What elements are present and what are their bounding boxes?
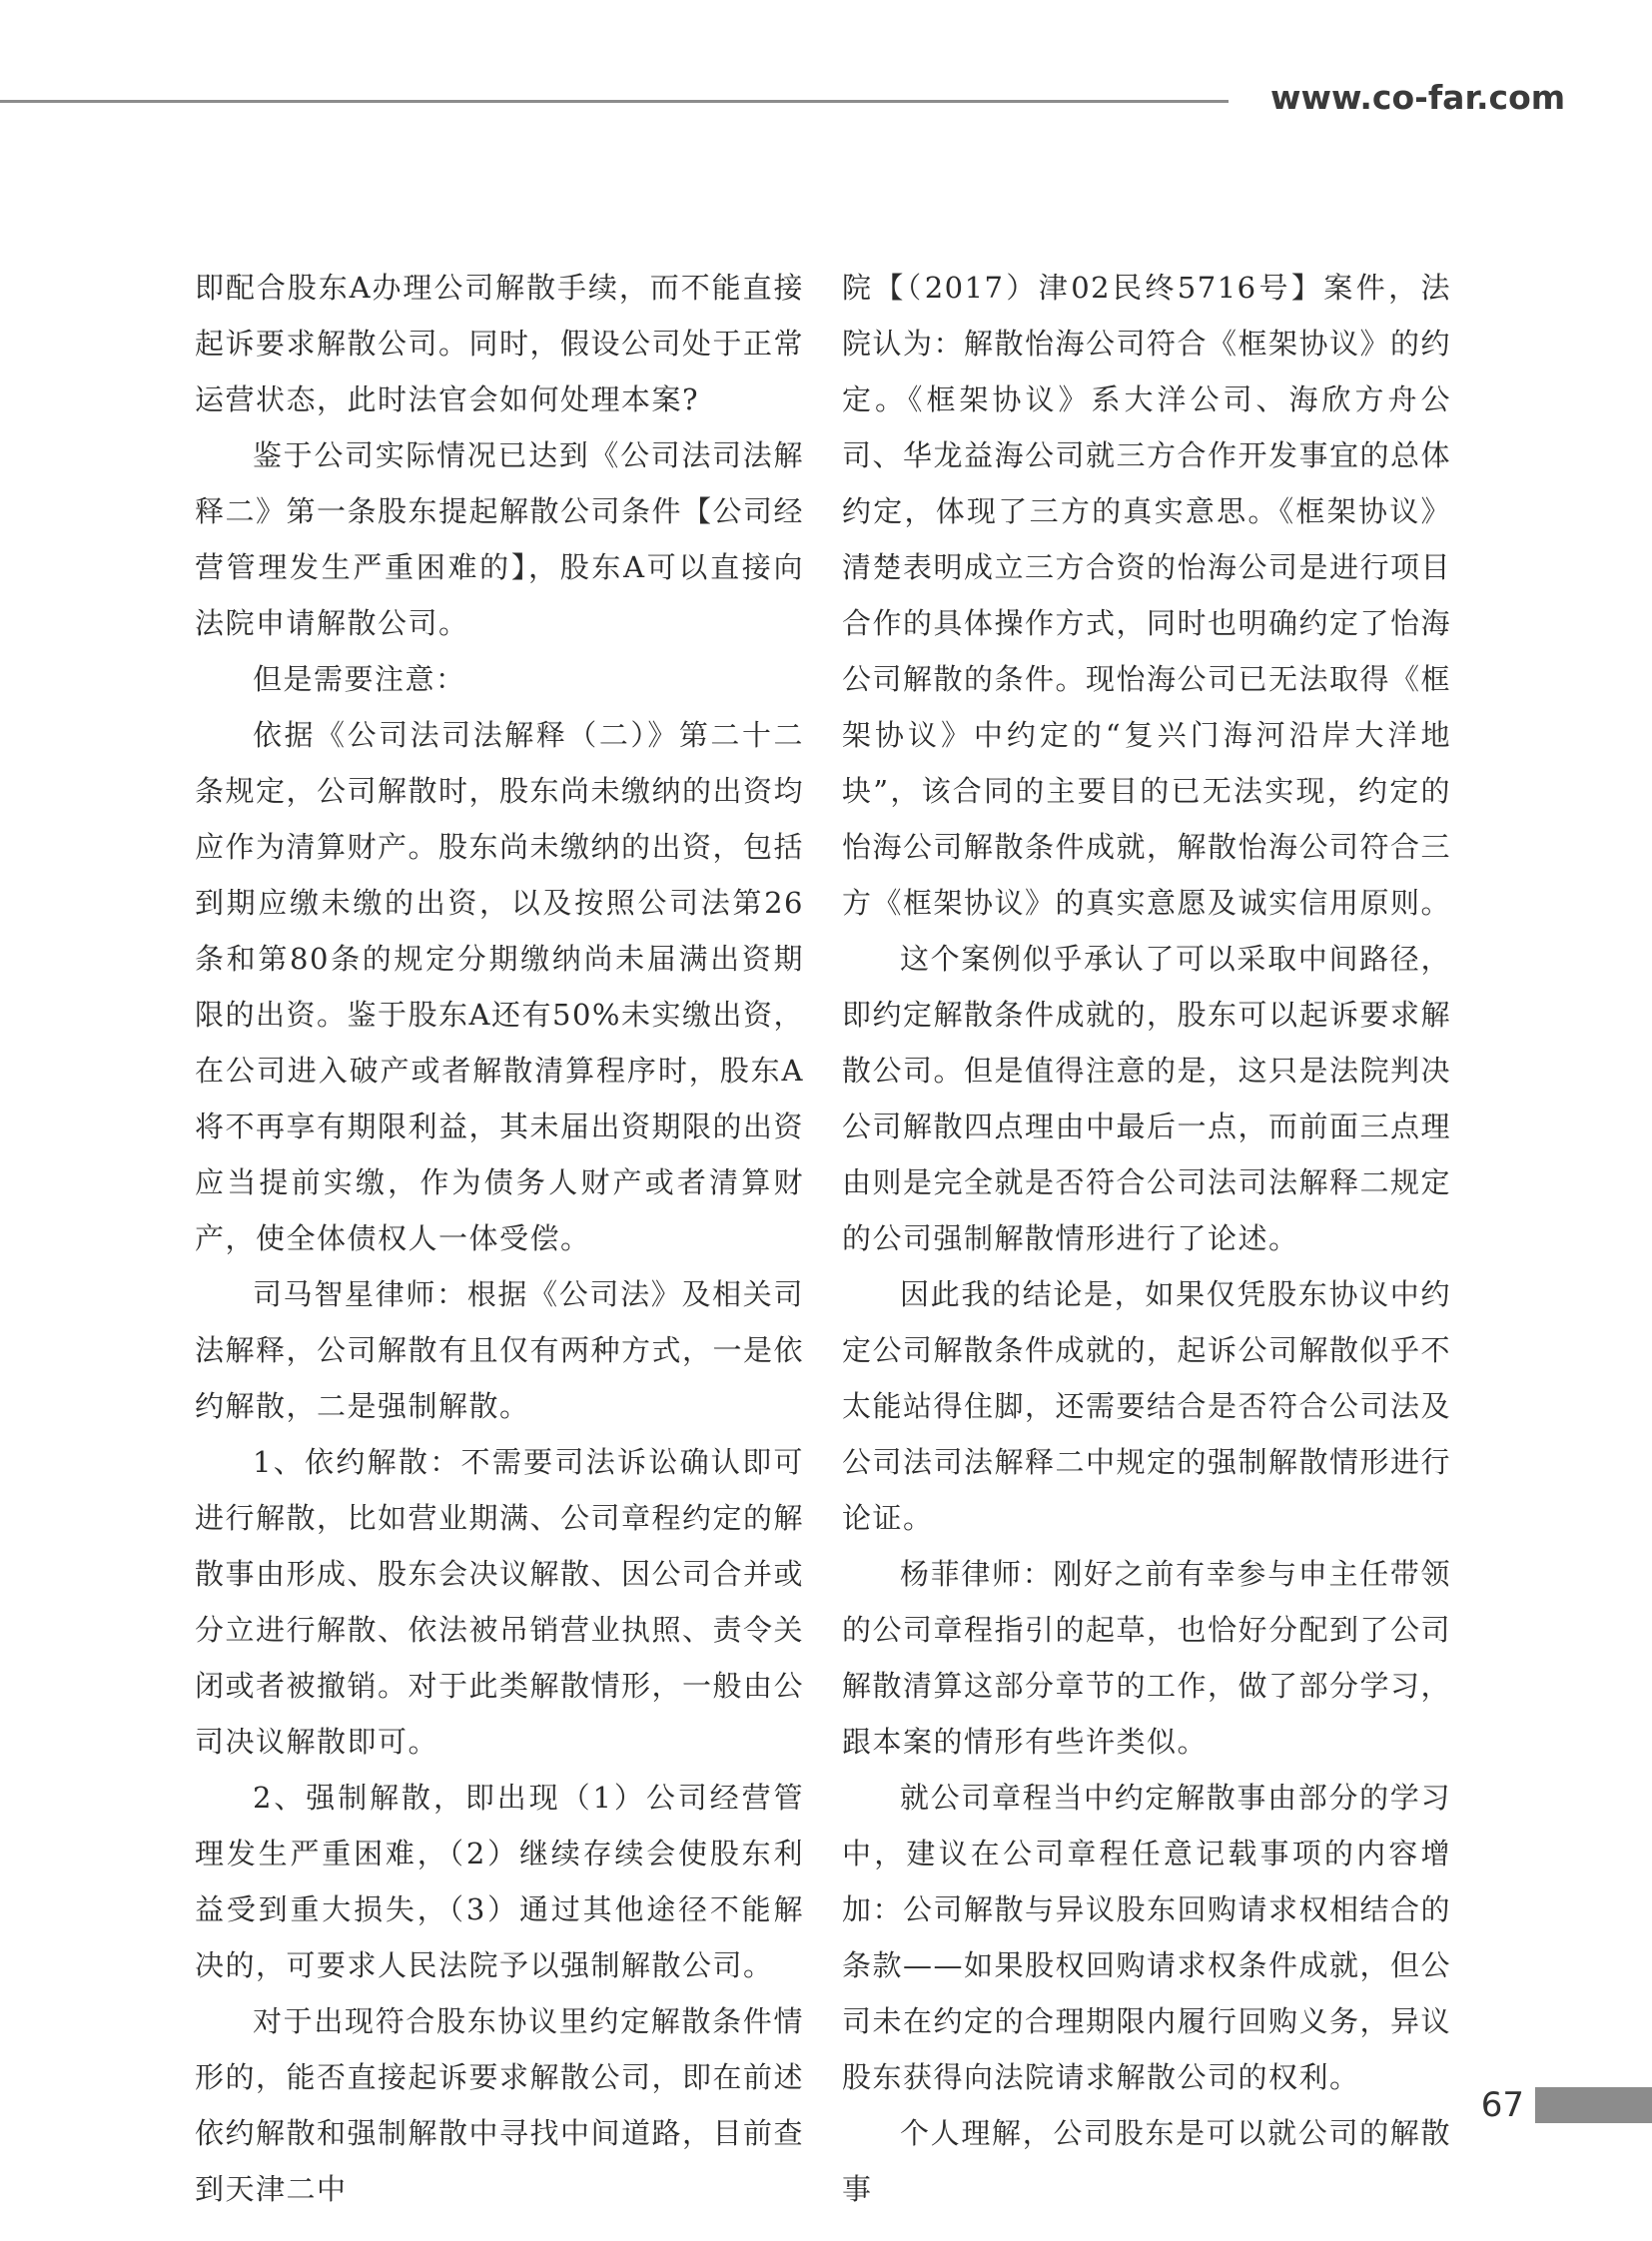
paragraph: 院【（2017）津02民终5716号】案件，法院认为：解散怡海公司符合《框架协议》的约定。《框架协议》系大洋公司、海欣方舟公司、华龙益海公司就三方合作开发事宜的总体约定，体现了三方的真实意思。《框架协议》清楚表明成立三方合资的怡海公司是进行项目合作的具体操作方式，同时也明确约定了怡海公司解散的条件。现怡海公司已无法取得《框架协议》中约定的“复兴门海河沿岸大洋地块”，该合同的主要目的已无法实现，约定的怡海公司解散条件成就，解散怡海公司符合三方《框架协议》的真实意愿及诚实信用原则。 [842, 271, 1452, 920]
paragraph: 2、强制解散，即出现（1）公司经营管理发生严重困难，（2）继续存续会使股东利益受到重大损失，（3）通过其他途径不能解决的，可要求人民法院予以强制解散公司。 [195, 1781, 804, 1982]
paragraph: 就公司章程当中约定解散事由部分的学习中，建议在公司章程任意记载事项的内容增加：公司解散与异议股东回购请求权相结合的条款——如果股权回购请求权条件成就，但公司未在约定的合理期限内履行回购义务，异议股东获得向法院请求解散公司的权利。 [842, 1781, 1452, 2094]
right-column [842, 260, 1451, 2217]
paragraph: 这个案例似乎承认了可以采取中间路径，即约定解散条件成就的，股东可以起诉要求解散公司。但是值得注意的是，这只是法院判决公司解散四点理由中最后一点，而前面三点理由则是完全就是否符合公司法司法解释二规定的公司强制解散情形进行了论述。 [842, 942, 1452, 1255]
paragraph: 对于出现符合股东协议里约定解散条件情形的，能否直接起诉要求解散公司，即在前述依约解散和强制解散中寻找中间道路，目前查到天津二中 [195, 2004, 805, 2206]
page-tab [1535, 2087, 1652, 2123]
paragraph: 鉴于公司实际情况已达到《公司法司法解释二》第一条股东提起解散公司条件【公司经营管理发生严重困难的】，股东A可以直接向法院申请解散公司。 [195, 438, 805, 640]
paragraph: 个人理解，公司股东是可以就公司的解散事 [842, 2116, 1451, 2206]
paragraph: 司马智星律师：根据《公司法》及相关司法解释，公司解散有且仅有两种方式，一是依约解散，二是强制解散。 [195, 1277, 805, 1423]
paragraph: 因此我的结论是，如果仅凭股东协议中约定公司解散条件成就的，起诉公司解散似乎不太能站得住脚，还需要结合是否符合公司法及公司法司法解释二中规定的强制解散情形进行论证。 [842, 1277, 1452, 1535]
left-column [195, 260, 804, 2217]
paragraph: 但是需要注意： [253, 662, 466, 696]
paragraph: 1、依约解散：不需要司法诉讼确认即可进行解散，比如营业期满、公司章程约定的解散事由形成、股东会决议解散、因公司合并或分立进行解散、依法被吊销营业执照、责令关闭或者被撤销。对于此类解散情形，一般由公司决议解散即可。 [195, 1445, 805, 1759]
paragraph: 依据《公司法司法解释（二）》第二十二条规定，公司解散时，股东尚未缴纳的出资均应作为清算财产。股东尚未缴纳的出资，包括到期应缴未缴的出资，以及按照公司法第26条和第80条的规定分期缴纳尚未届满出资期限的出资。鉴于股东A还有50%未实缴出资，在公司进入破产或者解散清算程序时，股东A将不再享有期限利益，其未届出资期限的出资应当提前实缴，作为债务人财产或者清算财产，使全体债权人一体受偿。 [195, 718, 805, 1255]
page-number: 67 [1480, 2085, 1524, 2125]
header-rule [0, 100, 1229, 103]
paragraph: 杨菲律师：刚好之前有幸参与申主任带领的公司章程指引的起草，也恰好分配到了公司解散清算这部分章节的工作，做了部分学习，跟本案的情形有些许类似。 [842, 1557, 1452, 1759]
paragraph: 即配合股东A办理公司解散手续，而不能直接起诉要求解散公司。同时，假设公司处于正常运营状态，此时法官会如何处理本案? [195, 271, 805, 416]
site-url[interactable]: www.co-far.com [1270, 78, 1566, 117]
